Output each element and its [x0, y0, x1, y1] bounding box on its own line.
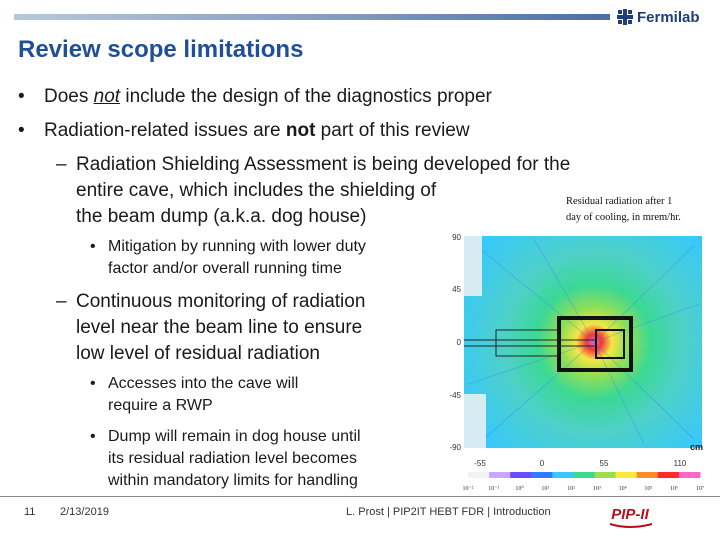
colorbar-swatch [531, 472, 553, 478]
sub-bullet-monitoring [56, 289, 426, 367]
bullet-marker: • [90, 375, 96, 392]
colorbar-tick-label: 10⁻² [462, 486, 474, 492]
header-rule [14, 14, 610, 20]
page-number: 11 [24, 506, 36, 518]
bullet-marker: • [18, 86, 25, 107]
colorbar-tick-label: 10⁻¹ [488, 486, 500, 492]
colorbar-tick-label: 10³ [592, 486, 601, 492]
colorbar-swatch [510, 472, 532, 478]
colorbar-swatch [616, 472, 638, 478]
sub-bullet-line: low level of residual radiation [76, 343, 320, 364]
colorbar-tick-label: 10⁰ [515, 486, 524, 492]
bullet-text: part of this review [315, 120, 470, 141]
sub-bullet-line: entire cave, which includes the shielding of [76, 180, 437, 201]
bullet-marker: • [18, 120, 25, 141]
fermilab-mark-icon [617, 9, 633, 25]
radiation-field [464, 236, 702, 448]
sub-bullet-line: Radiation Shielding Assessment is being developed for the [76, 154, 571, 175]
y-tick-label: -90 [449, 443, 461, 452]
residual-radiation-map [444, 234, 706, 496]
x-axis-labels [474, 459, 687, 468]
sub-bullet-line: the beam dump (a.k.a. dog house) [76, 206, 367, 227]
y-axis-labels [449, 234, 461, 452]
bullet-line: Accesses into the cave will [108, 375, 299, 392]
presenter-info: L. Prost | PIP2IT HEBT FDR | Introduction [346, 506, 551, 518]
slide-title: Review scope limitations [18, 36, 304, 63]
dash-marker: – [56, 154, 67, 175]
x-tick-label: 0 [539, 459, 545, 468]
bullet-text: include the design of the diagnostics proper [120, 86, 492, 107]
unit-label: cm [690, 442, 704, 452]
colorbar-tick-label: 10⁷ [695, 486, 705, 492]
colorbar-swatch [573, 472, 595, 478]
x-tick-label: 110 [673, 459, 687, 468]
pip-ii-logo [600, 497, 660, 537]
pip-ii-logo-text: PIP-II [611, 506, 649, 523]
bullet-line: Mitigation by running with lower duty [108, 238, 366, 255]
colorbar-swatch [595, 472, 617, 478]
bullet-text: Radiation-related issues are [44, 120, 286, 141]
logo-text: Fermilab [637, 8, 700, 26]
colorbar-swatch [637, 472, 659, 478]
colorbar-swatch [552, 472, 574, 478]
y-tick-label: 0 [456, 338, 461, 347]
sub-sub-bullet-access [90, 373, 440, 417]
colorbar-tick-label: 10² [567, 486, 576, 492]
bullet-marker: • [90, 238, 96, 255]
sub-bullet-line: level near the beam line to ensure [76, 317, 363, 338]
dash-marker: – [56, 291, 67, 312]
slide-date: 2/13/2019 [60, 506, 109, 518]
y-tick-label: -45 [449, 391, 461, 400]
colorbar-swatch [679, 472, 701, 478]
sub-bullet-line: Continuous monitoring of radiation [76, 291, 366, 312]
colorbar-labels [463, 485, 705, 492]
sub-sub-bullet-dump [90, 426, 440, 492]
bullet-diagnostics [18, 86, 492, 108]
bullet-radiation [18, 120, 470, 142]
y-tick-label: 90 [452, 234, 461, 242]
bullet-line: its residual radiation level becomes [108, 450, 358, 467]
caption-line: day of cooling, in mrem/hr. [566, 212, 681, 223]
bullet-line: within mandatory limits for handling [108, 472, 358, 489]
bullet-line: require a RWP [108, 397, 213, 414]
caption-line: Residual radiation after 1 [566, 196, 673, 207]
colorbar-tick-label: 10⁴ [618, 486, 627, 492]
figure-caption [566, 194, 716, 226]
colorbar-tick-label: 10⁵ [644, 486, 653, 492]
colorbar-swatch [468, 472, 490, 478]
colorbar-swatch [658, 472, 680, 478]
pip-ii-swoosh [610, 524, 652, 527]
sub-sub-bullet-mitigation [90, 236, 440, 280]
bullet-text: Does [44, 86, 94, 107]
colorbar-tick-label: 10⁶ [670, 486, 679, 492]
bullet-emphasis: not [285, 120, 316, 141]
bullet-marker: • [90, 428, 96, 445]
colorbar-swatch [489, 472, 511, 478]
colorbar [468, 472, 701, 478]
bullet-line: Dump will remain in dog house until [108, 428, 361, 445]
y-tick-label: 45 [452, 285, 461, 294]
fermilab-logo [617, 6, 700, 28]
x-tick-label: -55 [474, 459, 486, 468]
bullet-emphasis: not [93, 86, 121, 107]
x-tick-label: 55 [599, 459, 609, 468]
colorbar-tick-label: 10¹ [541, 486, 550, 492]
bullet-line: factor and/or overall running time [108, 260, 342, 277]
